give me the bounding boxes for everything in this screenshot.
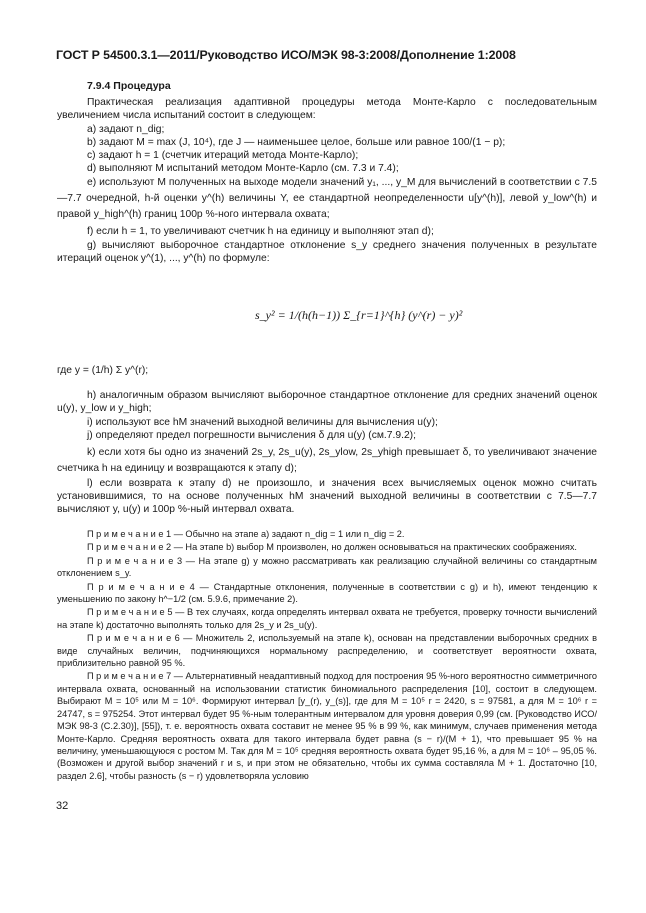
note-label: П р и м е ч а н и е xyxy=(87,607,165,618)
procedure-continuation xyxy=(57,364,597,517)
step-d: d) выполняют M испытаний методом Монте-Карло (см. 7.3 и 7.4); xyxy=(87,163,399,175)
note-2-text: 2 — На этапе b) выбор M произволен, но должен основываться на практических соображениях. xyxy=(166,542,577,553)
section-title: 7.9.4 Процедура xyxy=(87,80,171,92)
step-b: b) задают M = max (J, 10⁴), где J — наименьшее целое, больше или равное 100/(1 − p); xyxy=(87,136,506,148)
intro-paragraph: Практическая реализация адаптивной процедуры метода Монте-Карло с последовательным увеличением числа испытаний состоит в следующем: xyxy=(57,97,597,122)
step-c: c) задают h = 1 (счетчик итераций метода Монте-Карло); xyxy=(87,150,359,162)
step-l: l) если возврата к этапу d) не произошло, и значения всех вычисляемых оценок можно считать установившимися, то на основе полученных hM значений выходной величины в соответствии с 7.5—7.7 вычисляют y, u(y) и 100p %-ный интервал охвата. xyxy=(57,478,597,516)
note-1 xyxy=(57,528,597,540)
note-6 xyxy=(57,632,597,669)
notes-block xyxy=(57,528,597,783)
note-label: П р и м е ч а н и е xyxy=(87,671,164,682)
step-i: i) используют все hM значений выходной величины для вычисления u(y); xyxy=(87,416,438,428)
note-7-text: 7 — Альтернативный неадаптивный подход для построения 95 %-ного вероятностно симметричного интервала охвата, основанный на использовании статистик биномиального распределения [10], состоит в следующем. Выбирают M = 10⁵ или M = 10⁶. Формируют интервал [y_(r), y_(s)], где для M = 10⁵ r = 2420, s = 97581, а для M = 10⁶ r = 24747, s = 975254. Этот интервал будет 95 %-ным толерантным интервалом для уровня доверия 0,99 (см. [Руководство ИСО/МЭК 98-3 (С.2.30)], [55]), т. е. вероятность охвата составит не менее 95 % в 99 %, как минимум, случаев применения метода Монте-Карло. Средняя вероятность охвата для такого интервала будет равна (s − r)/(M + 1), что превышает 95 % на величину, уменьшающуюся с ростом M. Так для M = 10⁵ средняя вероятность охвата будет 95,16 %, а для M = 10⁶ – 95,05 %. (Возможен и другой выбор значений r и s, и при этом не обязательно, чтобы их сумма составляла M + 1. Достаточно [10, раздел 2.6], чтобы разность (s − r) удовлетворяла условию xyxy=(57,671,598,781)
page-number: 32 xyxy=(56,800,69,812)
note-7 xyxy=(57,670,597,782)
step-a: a) задают n_dig; xyxy=(87,123,165,135)
note-4-text: 4 — Стандартные отклонения, полученные в соответствии с g) и h), имеют тенденцию к уменьшению по закону h^−1/2 (см. 5.9.6, примечание 2). xyxy=(57,581,597,605)
where-clause: где y = (1/h) Σ y^(r); xyxy=(57,365,149,376)
note-1-text: 1 — Обычно на этапе a) задают n_dig = 1 или n_dig = 2. xyxy=(166,529,405,539)
note-label: П р и м е ч а н и е xyxy=(87,555,174,566)
note-5-text: 5 — В тех случаях, когда определять интервал охвата не требуется, проверку точности вычислений на этапе k) достаточно выполнять только для 2s_y и 2s_u(y). xyxy=(57,607,597,630)
document-header: ГОСТ Р 54500.3.1—2011/Руководство ИСО/МЭК 98-3:2008/Дополнение 1:2008 xyxy=(56,48,516,62)
step-j: j) определяют предел погрешности вычисления δ для u(y) (см.7.9.2); xyxy=(87,429,416,441)
note-3-text: 3 — На этапе g) y можно рассматривать как реализацию случайной величины со стандартным отклонением s_y. xyxy=(57,555,597,579)
note-6-text: 6 — Множитель 2, используемый на этапе k), основан на представлении выборочных средних в виде случайных величин, подчиняющихся нормальному распределению, и соответствует вероятности охвата, приблизительно равной 95 %. xyxy=(57,633,597,669)
step-g: g) вычисляют выборочное стандартное отклонение s_y среднего значения полученных в результате итераций оценок y^(1), ..., y^(h) по формуле: xyxy=(57,239,597,264)
note-label: П р и м е ч а н и е xyxy=(87,581,185,592)
step-k: k) если хотя бы одно из значений 2s_y, 2s_u(y), 2s_ylow, 2s_yhigh превышает δ, то увеличивают значение счетчика h на единицу и возвращаются к этапу d); xyxy=(57,447,597,475)
note-3 xyxy=(57,555,597,580)
step-f: f) если h = 1, то увеличивают счетчик h на единицу и выполняют этап d); xyxy=(87,226,434,238)
note-2 xyxy=(57,541,597,553)
note-label: П р и м е ч а н и е xyxy=(87,529,164,539)
note-label: П р и м е ч а н и е xyxy=(87,542,164,553)
note-5 xyxy=(57,606,597,631)
note-4 xyxy=(57,581,597,606)
note-label: П р и м е ч а н и е xyxy=(87,633,172,644)
procedure-block xyxy=(57,80,597,265)
step-h: h) аналогичным образом вычисляют выборочное стандартное отклонение для средних значений оценок u(y), y_low и y_high; xyxy=(57,390,597,415)
formula-sy: s_y² = 1/(h(h−1)) Σ_{r=1}^{h} (y^(r) − y)² xyxy=(255,308,463,322)
step-e: e) используют M полученных на выходе модели значений y₁, ..., y_M для вычислений в соответствии с 7.5—7.7 очередной, h-й оценки y^(h) величины Y, ее стандартной неопределенности u[y^(h)], левой y_low^(h) и правой y_high^(h) границ 100p %-ного интервала охвата; xyxy=(57,177,597,221)
